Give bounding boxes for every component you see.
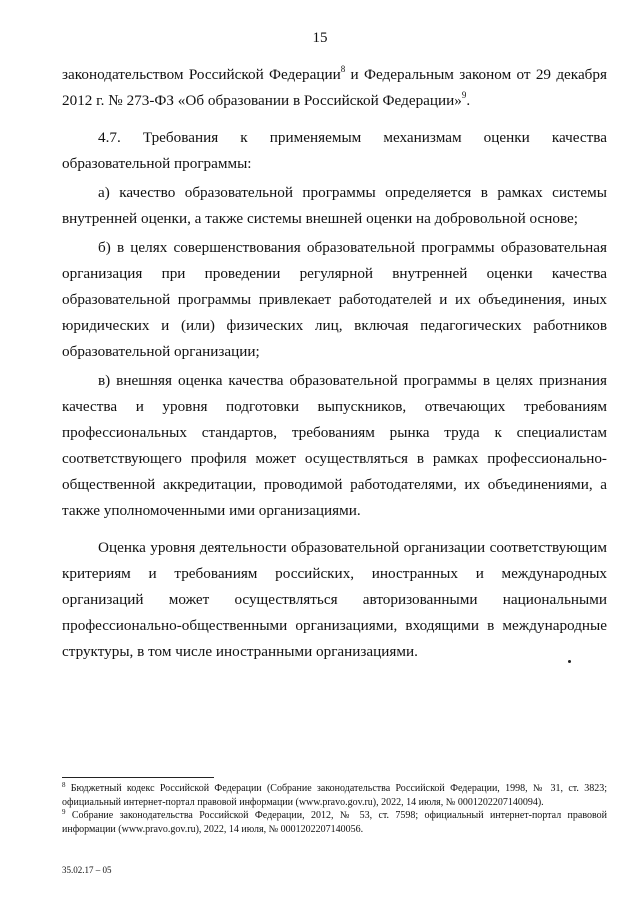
paragraph-1-text-2: и Федеральным законом от 29 декабря 2012 г. № 273-ФЗ «Об образовании в Российской Федерации» — [62, 66, 607, 109]
footnote-9-text: Собрание законодательства Российской Федерации, 2012, № 53, ст. 7598; официальный интернет-портал правовой информации (www.pravo.gov.ru), 2022, 14 июля, № 0001202207140056. — [62, 810, 607, 835]
footnote-8-mark: 8 — [62, 781, 66, 789]
footnote-9-mark: 9 — [62, 808, 66, 816]
footnote-8-text: Бюджетный кодекс Российской Федерации (Собрание законодательства Российской Федерации, 1998, № 31, ст. 3823; официальный интернет-портал правовой информации (www.pravo.gov.ru), 2022, 14 июля, № 0001202207140094). — [62, 783, 607, 808]
paragraph-item-v: в) внешняя оценка качества образовательной программы в целях признания качества и уровня подготовки выпускников, отвечающих требованиям профессиональных стандартов, требованиям рынка труда к специалистам соответствующего профиля может осуществляться в рамках профессионально-общественной аккредитации, проводимой работодателями, их объединениями, а также уполномоченными ими организациями. — [62, 372, 607, 519]
body-text — [62, 62, 607, 665]
footnote-ref-9: 9 — [461, 90, 467, 100]
page-number: 15 — [312, 30, 328, 46]
paragraph-1-end: . — [466, 92, 471, 109]
document-code: 35.02.17 – 05 — [62, 865, 112, 875]
footnote-separator — [62, 777, 214, 778]
footnote-8 — [62, 782, 607, 809]
footnote-9 — [62, 809, 607, 836]
stray-mark — [568, 660, 571, 663]
paragraph-continuation — [62, 62, 607, 114]
footnote-ref-8: 8 — [340, 64, 346, 74]
paragraph-item-b: б) в целях совершенствования образовательной программы образовательная организация при проведении регулярной внутренней оценки качества образовательной программы привлекает работодателей и их объединения, иных юридических и (или) физических лиц, включая педагогических работников образовательной организации; — [62, 239, 607, 360]
paragraph-section-4-7: 4.7. Требования к применяемым механизмам оценки качества образовательной программы: — [62, 129, 607, 172]
paragraph-1-text: законодательством Российской Федерации — [62, 66, 341, 83]
paragraph-evaluation: Оценка уровня деятельности образовательной организации соответствующим критериям и требованиям российских, иностранных и международных организаций может осуществляться авторизованными национальными профессионально-общественными организациями, входящими в международные структуры, в том числе иностранными организациями. — [62, 539, 607, 660]
paragraph-item-a: а) качество образовательной программы определяется в рамках системы внутренней оценки, а также системы внешней оценки на добровольной основе; — [62, 184, 607, 227]
footnotes — [62, 782, 607, 836]
